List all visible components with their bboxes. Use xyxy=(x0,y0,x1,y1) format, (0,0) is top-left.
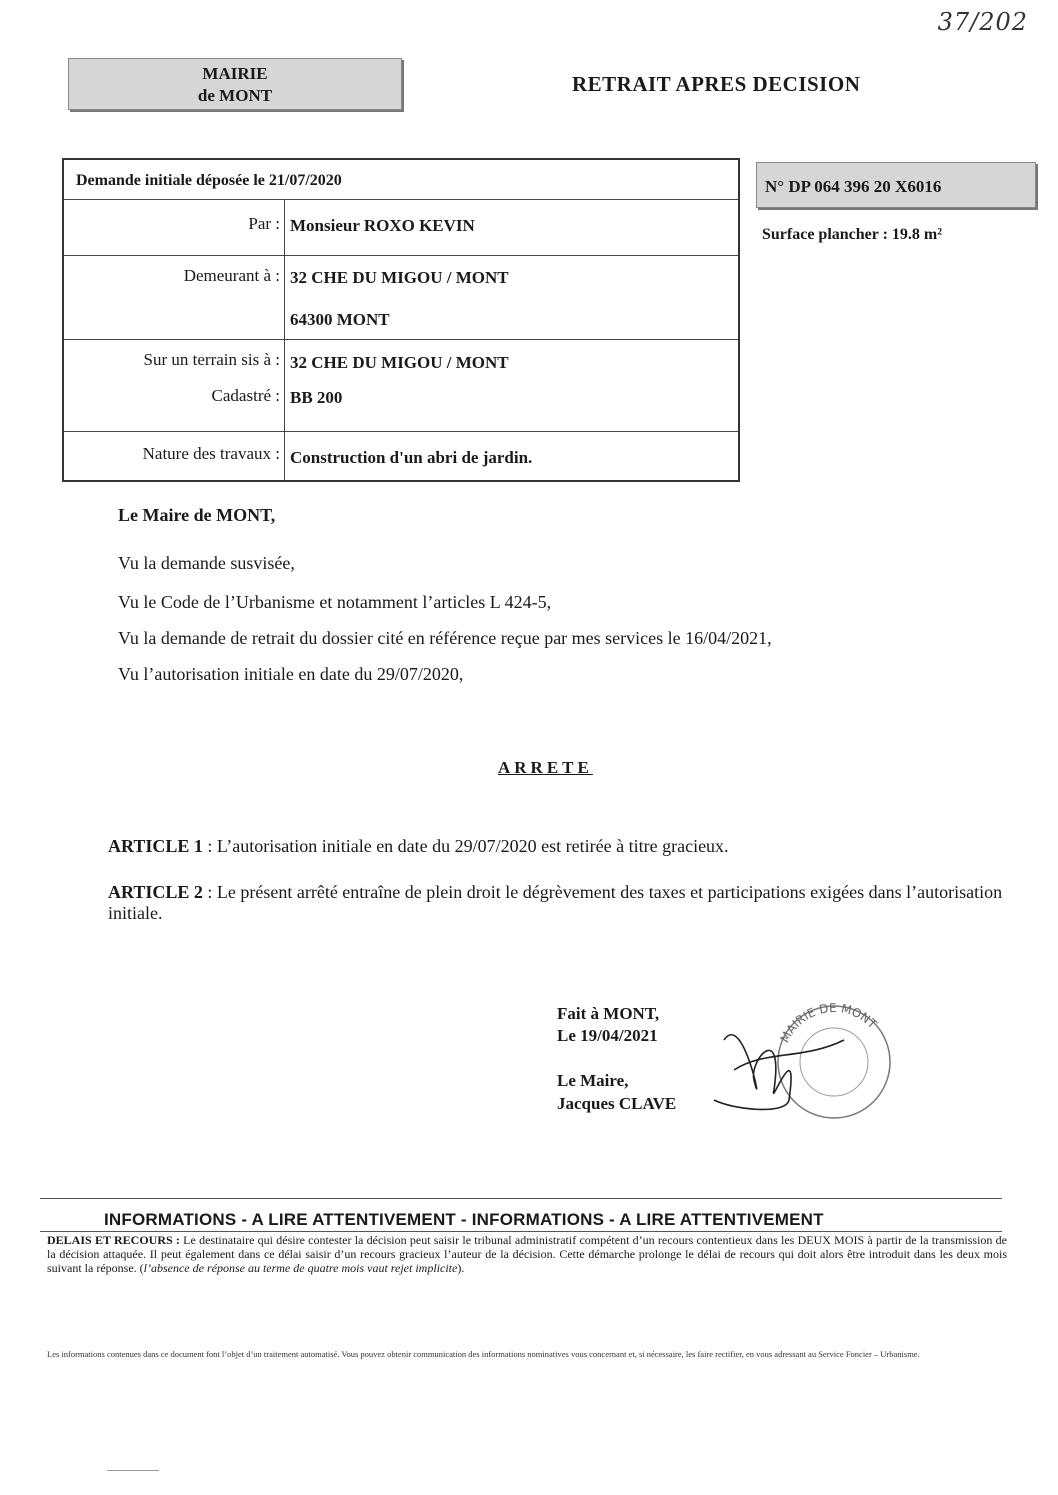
article-1 xyxy=(108,836,1013,857)
arrete-heading: ARRETE xyxy=(498,758,593,777)
data-processing-footnote: Les informations contenues dans ce document font l’objet d’un traitement automatisé. Vous pouvez obtenir communication des informations nominatives vous concernant et, si nécessaire, les faire rectifier, en vous adressant au Service Foncier – Urbanisme. xyxy=(47,1349,920,1359)
stamp-inner-ring xyxy=(800,1028,868,1096)
information-title: INFORMATIONS - A LIRE ATTENTIVEMENT - INFORMATIONS - A LIRE ATTENTIVEMENT xyxy=(104,1210,824,1229)
vu-line-4: Vu l’autorisation initiale en date du 29/07/2020, xyxy=(118,664,464,684)
nature-label: Nature des travaux : xyxy=(142,444,280,463)
handwritten-reference: 37/202 xyxy=(937,8,1028,36)
signatory-role: Le Maire, xyxy=(557,1071,629,1090)
par-label: Par : xyxy=(248,214,280,233)
terrain-label: Sur un terrain sis à : xyxy=(143,350,280,369)
dp-number-box: N° DP 064 396 20 X6016 xyxy=(756,162,1036,208)
delais-end: ). xyxy=(457,1261,465,1275)
terrain-value: 32 CHE DU MIGOU / MONT xyxy=(290,353,509,372)
maire-heading: Le Maire de MONT, xyxy=(118,505,276,525)
mairie-header-box xyxy=(68,58,402,110)
stamp-text: MAIRIE DE MONT xyxy=(777,1000,880,1045)
info-top-rule xyxy=(40,1198,1002,1199)
vu-line-2: Vu le Code de l’Urbanisme et notamment l’articles L 424-5, xyxy=(118,592,552,612)
demeurant-label: Demeurant à : xyxy=(183,266,280,285)
mairie-line-1: MAIRIE xyxy=(202,64,268,83)
demeurant-line-1: 32 CHE DU MIGOU / MONT xyxy=(290,268,509,287)
mairie-line-2: de MONT xyxy=(197,86,273,105)
signature-stamp-graphic xyxy=(704,1000,894,1130)
fait-a: Fait à MONT, xyxy=(557,1004,660,1023)
delais-label: DELAIS ET RECOURS : xyxy=(47,1233,180,1247)
nature-value: Construction d'un abri de jardin. xyxy=(290,448,533,467)
row-demeurant xyxy=(64,256,738,340)
row-par xyxy=(64,200,738,256)
delais-recours-text xyxy=(47,1233,1007,1275)
delais-body: Le destinataire qui désire contester la décision peut saisir le tribunal administratif compétent d’un recours contentieux dans les DEUX MOIS à partir de la transmission de la décision attaquée. Il peut également dans ce délai saisir d’un recours gracieux l’auteur de la décision. Cette démarche prolonge le délai de recours qui doit alors être introduit dans les deux mois suivant la réponse. ( xyxy=(47,1233,1007,1275)
signatory-name: Jacques CLAVE xyxy=(557,1094,677,1113)
vu-line-1: Vu la demande susvisée, xyxy=(118,553,295,573)
article-2-text: : Le présent arrêté entraîne de plein droit le dégrèvement des taxes et participations exigées dans l’autorisation initiale. xyxy=(108,882,1003,923)
row-nature xyxy=(64,432,738,482)
request-table xyxy=(62,158,740,482)
vu-line-3: Vu la demande de retrait du dossier cité en référence reçue par mes services le 16/04/2021, xyxy=(118,628,772,648)
article-2 xyxy=(108,882,1013,924)
surface-plancher: Surface plancher : 19.8 m² xyxy=(762,226,943,243)
article-1-text: : L’autorisation initiale en date du 29/07/2020 est retirée à titre gracieux. xyxy=(202,836,729,856)
document-title: RETRAIT APRES DECISION xyxy=(572,72,861,96)
signature-date: Le 19/04/2021 xyxy=(557,1026,658,1045)
article-2-label: ARTICLE 2 xyxy=(108,882,203,902)
cadastre-label: Cadastré : xyxy=(211,386,280,405)
cadastre-value: BB 200 xyxy=(290,388,343,407)
article-1-label: ARTICLE 1 xyxy=(108,836,203,856)
par-value: Monsieur ROXO KEVIN xyxy=(290,216,475,235)
bottom-scan-mark xyxy=(107,1470,159,1471)
info-title-rule xyxy=(40,1231,1002,1232)
request-heading: Demande initiale déposée le 21/07/2020 xyxy=(64,160,738,200)
demeurant-line-2: 64300 MONT xyxy=(290,310,390,329)
row-terrain xyxy=(64,340,738,432)
delais-italic: l’absence de réponse au terme de quatre mois vaut rejet implicite xyxy=(143,1261,458,1275)
